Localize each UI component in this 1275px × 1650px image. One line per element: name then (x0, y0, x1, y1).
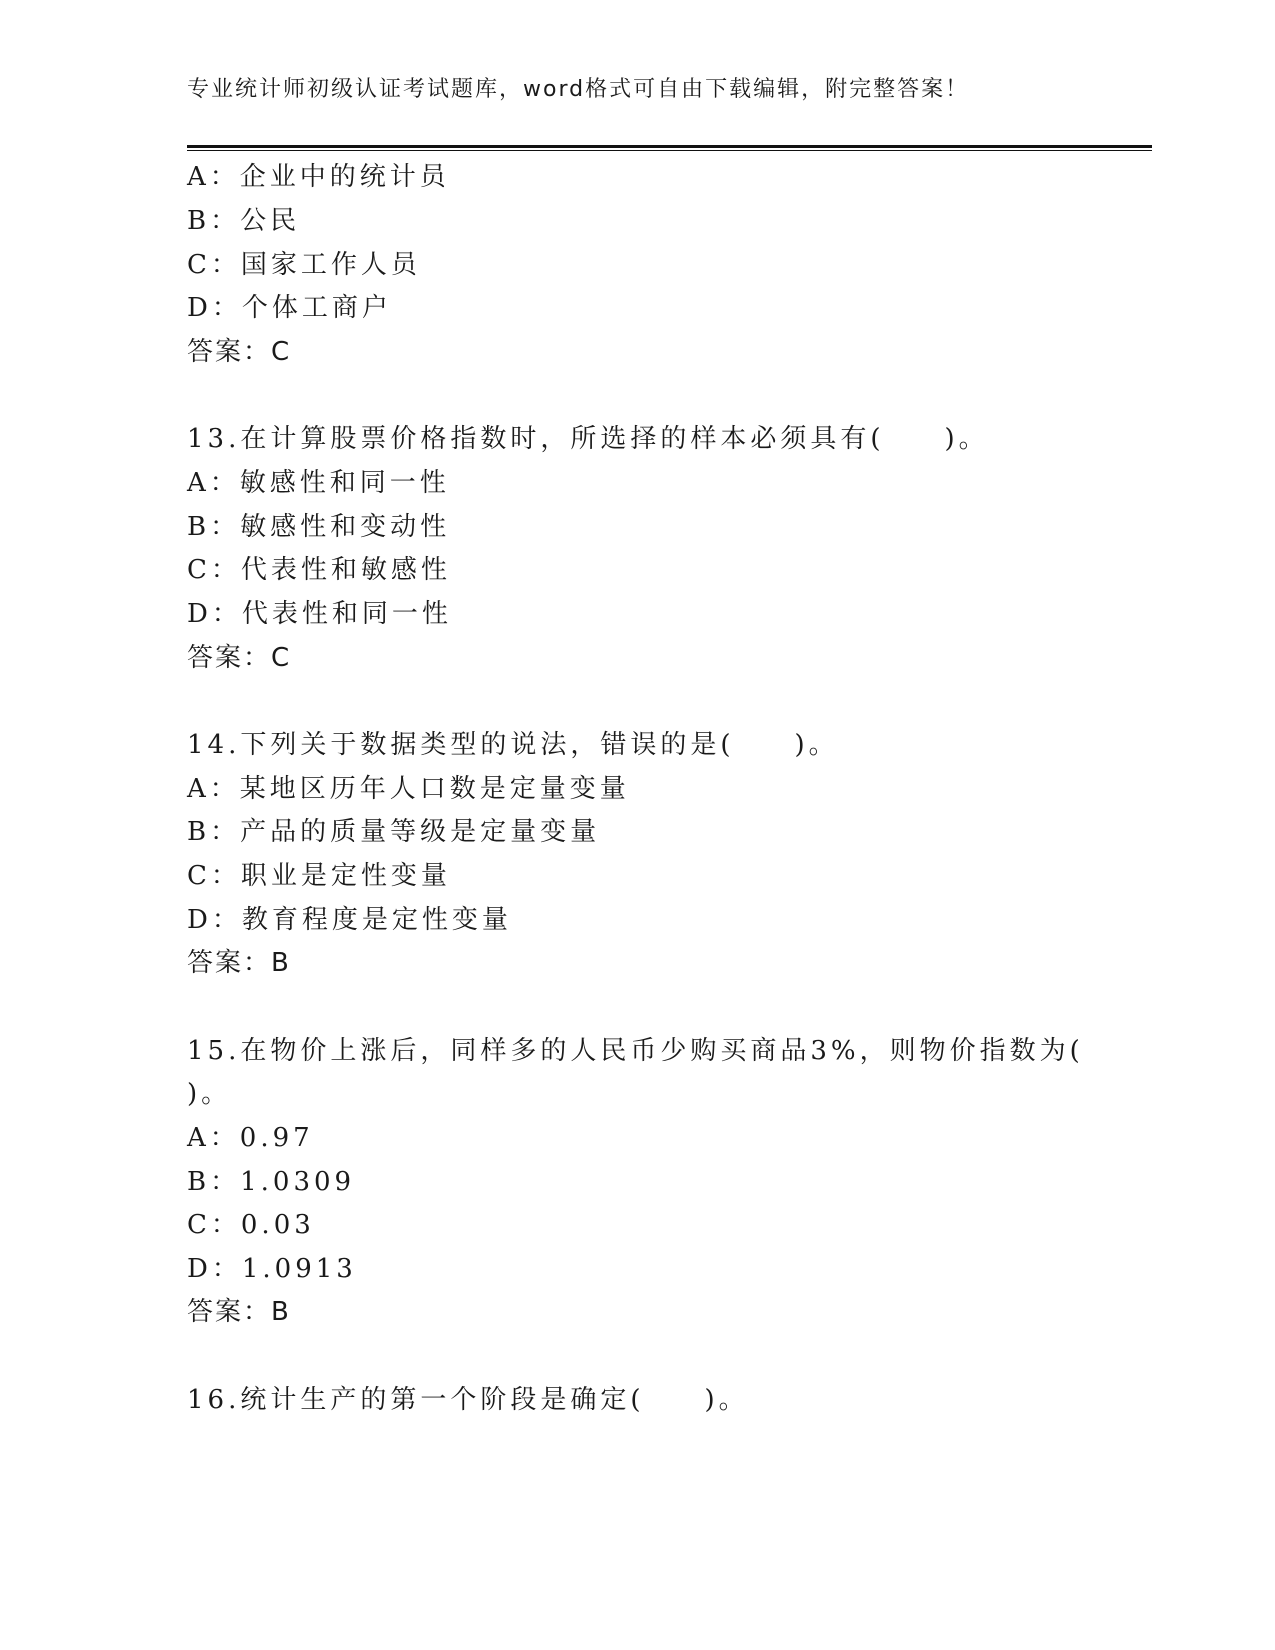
q12-option-d: D：个体工商户 (187, 293, 392, 323)
q13-option-d: D：代表性和同一性 (187, 599, 452, 629)
q13-option-b: B：敏感性和变动性 (187, 512, 451, 542)
header-rule-thin (187, 150, 1152, 151)
q12-option-a: A：企业中的统计员 (187, 162, 450, 192)
page-header: 专业统计师初级认证考试题库，word格式可自由下载编辑，附完整答案！ (187, 77, 970, 102)
q14-option-d: D：教育程度是定性变量 (187, 905, 512, 935)
q13-option-c: C：代表性和敏感性 (187, 555, 451, 585)
q14-answer: 答案：B (187, 948, 291, 978)
q15-option-c: C：0.03 (187, 1210, 315, 1240)
q12-option-c: C：国家工作人员 (187, 250, 421, 280)
q12-answer: 答案：C (187, 337, 292, 367)
q13-question: 13.在计算股票价格指数时，所选择的样本必须具有( )。 (187, 424, 989, 454)
q13-answer: 答案：C (187, 643, 292, 673)
q14-question: 14.下列关于数据类型的说法，错误的是( )。 (187, 730, 839, 760)
q12-option-b: B：公民 (187, 206, 301, 236)
q13-option-a: A：敏感性和同一性 (187, 468, 450, 498)
q15-question-line2: )。 (187, 1079, 232, 1109)
q15-option-d: D：1.0913 (187, 1254, 357, 1284)
q15-option-a: A：0.97 (187, 1123, 314, 1153)
q14-option-b: B：产品的质量等级是定量变量 (187, 817, 601, 847)
q14-option-c: C：职业是定性变量 (187, 861, 451, 891)
q15-answer: 答案：B (187, 1297, 291, 1327)
q14-option-a: A：某地区历年人口数是定量变量 (187, 774, 630, 804)
header-rule-thick (187, 145, 1152, 148)
q15-question-line1: 15.在物价上涨后，同样多的人民币少购买商品3%，则物价指数为( (187, 1036, 1084, 1066)
q15-option-b: B：1.0309 (187, 1167, 356, 1197)
q16-question: 16.统计生产的第一个阶段是确定( )。 (187, 1385, 749, 1415)
